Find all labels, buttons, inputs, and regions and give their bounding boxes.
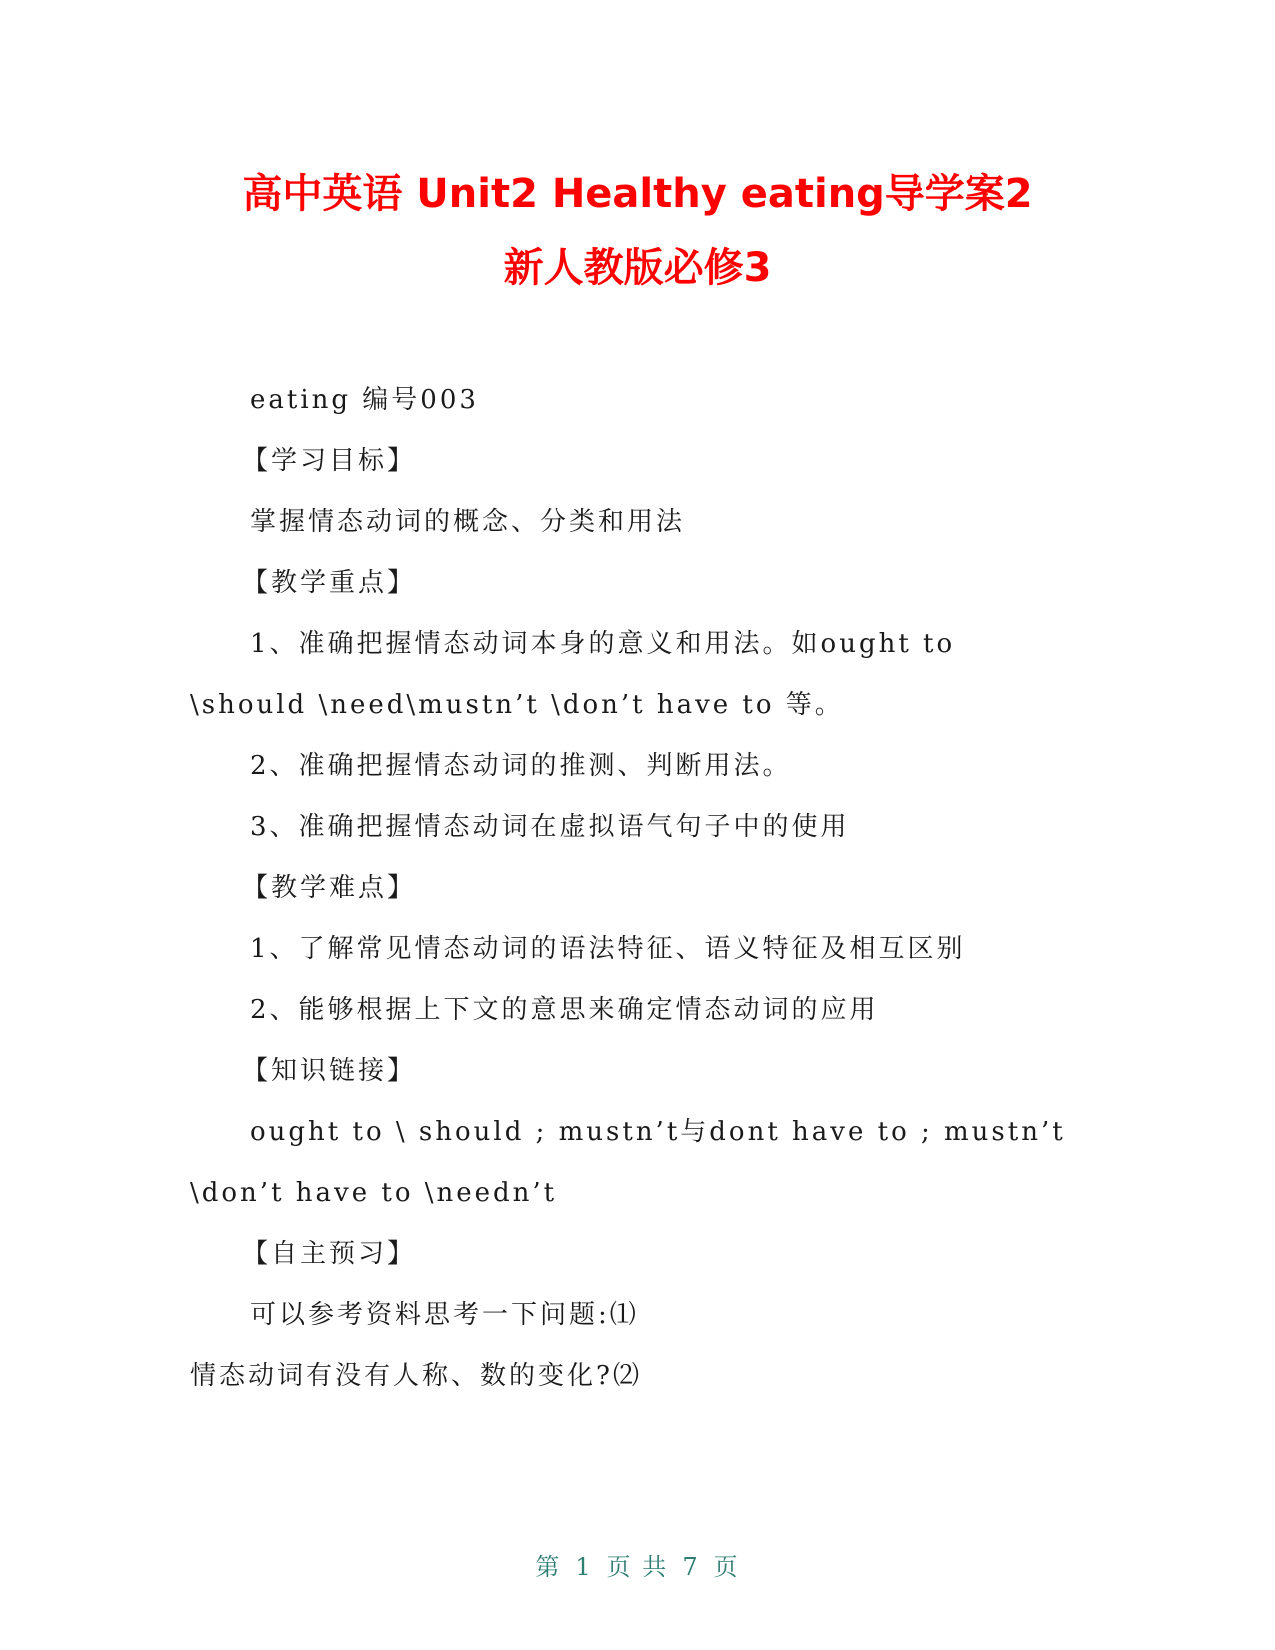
body-paragraph: 1、准确把握情态动词本身的意义和用法。如ought to xyxy=(250,629,956,659)
footer-current-page: 1 xyxy=(575,1553,593,1581)
body-paragraph: eating 编号003 xyxy=(250,385,479,415)
page-footer xyxy=(0,1547,1275,1582)
document-title-line-1: 高中英语 Unit2 Healthy eating导学案2 xyxy=(242,171,1033,217)
section-heading: 【教学重点】 xyxy=(242,568,417,598)
body-paragraph: 2、能够根据上下文的意思来确定情态动词的应用 xyxy=(250,995,879,1025)
body-paragraph: 2、准确把握情态动词的推测、判断用法。 xyxy=(250,751,792,781)
footer-prefix: 第 xyxy=(535,1553,562,1581)
footer-total-pages: 7 xyxy=(682,1553,700,1581)
body-paragraph: ought to \ should ; mustn’t与dont have to ; mustn’t xyxy=(250,1117,1066,1147)
body-paragraph: \don’t have to \needn’t xyxy=(190,1178,558,1208)
section-heading: 【知识链接】 xyxy=(242,1056,417,1086)
section-heading: 【自主预习】 xyxy=(242,1239,417,1269)
body-paragraph: 1、了解常见情态动词的语法特征、语义特征及相互区别 xyxy=(250,934,966,964)
body-paragraph: 掌握情态动词的概念、分类和用法 xyxy=(250,507,686,537)
document-body xyxy=(190,370,1090,1407)
section-heading: 【教学难点】 xyxy=(242,873,417,903)
body-paragraph: 可以参考资料思考一下问题:⑴ xyxy=(250,1300,639,1330)
footer-suffix: 页 xyxy=(713,1553,740,1581)
body-paragraph: 情态动词有没有人称、数的变化?⑵ xyxy=(190,1361,642,1391)
body-paragraph: \should \need\mustn’t \don’t have to 等。 xyxy=(190,690,844,720)
footer-middle: 页 共 xyxy=(606,1553,669,1581)
section-heading: 【学习目标】 xyxy=(242,446,417,476)
document-title-line-2: 新人教版必修3 xyxy=(503,245,772,291)
body-paragraph: 3、准确把握情态动词在虚拟语气句子中的使用 xyxy=(250,812,850,842)
